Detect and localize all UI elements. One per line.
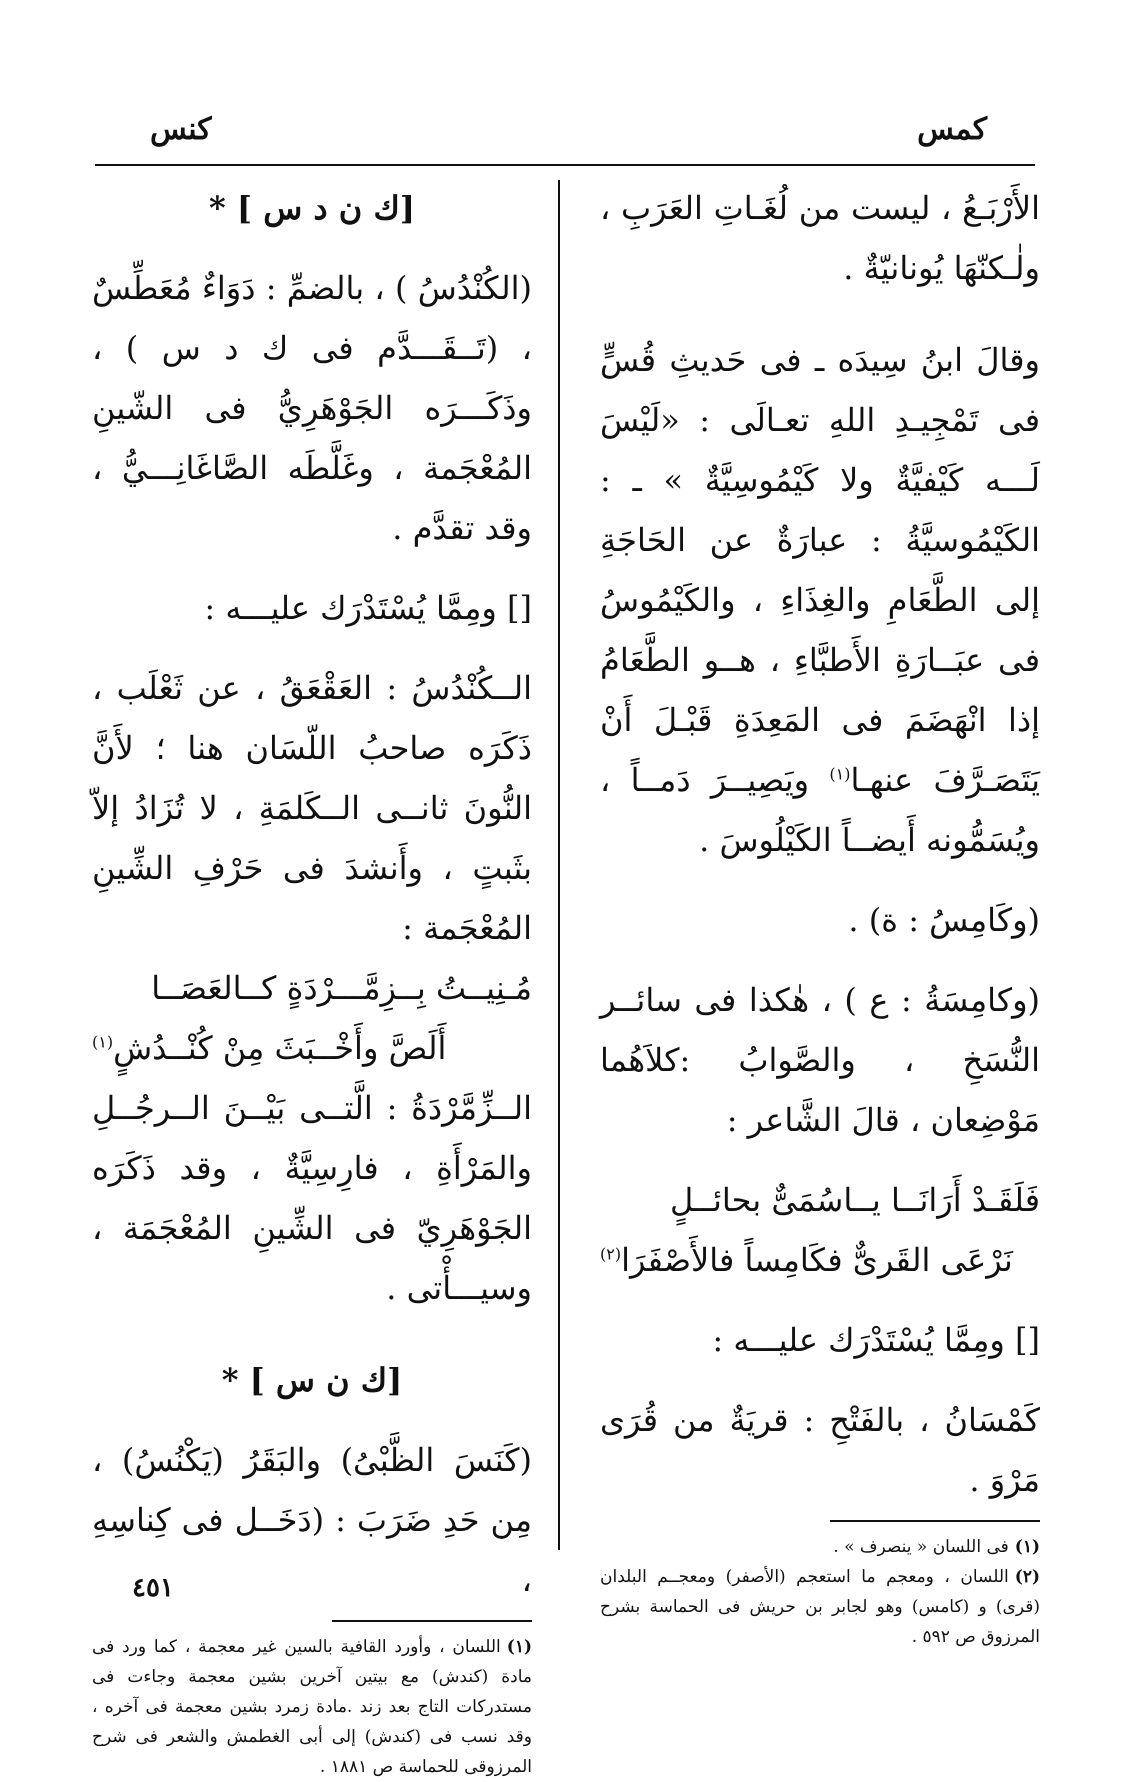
paragraph [600,330,1040,870]
paragraph: الأَرْبَـعُ ، ليست من لُغَـاتِ العَرَبِ ، ولٰـكنّهَا يُونانيّةٌ . [600,189,1040,287]
footnote [92,1632,532,1782]
footnote-number: (٢) [1014,1567,1040,1587]
verse-line-2 [92,1018,532,1078]
left-column [92,178,532,1782]
verse-line-1: فَلَقَـدْ أَرَانَــا يــاسُمَىٌّ بحائــلٍ [670,1181,1040,1219]
paragraph: الــكُنْدُسُ : العَقْعَقُ ، عن ثَعْلَب ، ذَكَرَه صاحبُ اللّسَان هنا ؛ لأَنَّ النُّونَ ثانــى الــكَلمَةِ ، لا تُزَادُ إلاّ بثَبتٍ ، وأَنشدَ فى حَرْفِ الشِّينِ المُعْجَمة : [92,669,532,947]
verse-text: أَلَصَّ وأَخْــبَثَ مِنْ كُنْــدُشٍ [113,1029,447,1067]
footnote-text: اللسان ، ومعجم ما استعجم (الأصفر) ومعجــم البلدان (قرى) و (كامس) وهو لجابر بن حريش فى الحماسة بشرح المرزوق ص ٥٩٢ . [600,1567,1040,1647]
footnote-text: فى اللسان « ينصرف » . [833,1537,1009,1557]
footnote-text: اللسان ، وأورد القافية بالسين غير معجمة ، كما ورد فى مادة (كندش) مع بيتين آخرين بشين معجمة وجاءت فى مستدركات التاج بعد زند .مادة زمرد بشين معجمة فى آخره ، وقد نسب فى (كندش) إلى أبى الغطمش والشعر فى شرح المرزوقى للحماسة ص ١٨٨١ . [92,1637,532,1777]
paragraph-text: وقالَ ابنُ سِيدَه ـ فى حَديثِ قُسٍّ فى تَمْجِيـدِ اللهِ تعـالَى : «لَيْسَ لَـــه كَيْفيَّةٌ ولا كَيْمُوسِيَّةٌ » ـ : الكَيْمُوسيَّةُ : عبارَةٌ عن الحَاجَةِ إلى الطَّعَامِ والغِذَاءِ ، والكَيْمُوسُ فى عبَــارَةِ الأَطبَّاءِ ، هــو الطَّعَامُ إذا انْهَضَمَ فى المَعِدَةِ قَبْـلَ أَنْ يَتَصَـرَّفَ عنهـا [600,341,1040,799]
paragraph: (الكُنْدُسُ ) ، بالضمِّ : دَوَاءٌ مُعَطِّسٌ ، (تَــقَـــدَّم فى ك د س ) ، وذَكَـــرَه الجَوْهَرِيُّ فى الشّينِ المُعْجَمة ، وغَلَّطَه الصَّاغَانِـــيُّ ، وقد تقدَّم . [92,269,533,547]
paragraph: الــزِّمَّرْدَةُ : الَّتــى بَيْــنَ الــرجُــلِ والمَرْأَةِ ، فارِسِيَّةٌ ، وقد ذَكَرَه الجَوْهَرِيّ فى الشِّينِ المُعْجَمَة ، وسيـــأْتى . [92,1089,532,1307]
addendum-marker: [] ومِمَّا يُسْتَدْرَك عليـــه : [204,589,532,627]
footnote [600,1562,1040,1652]
paragraph: كَمْسَانُ ، بالفَتْحِ : قريَةٌ من قُرَى مَرْوَ . [600,1401,1040,1499]
header-rule [95,164,1035,166]
footnotes-right [600,1532,1040,1652]
verse-line-1: مُـنِيــتُ بِــزِمَّـــرْدَةٍ كــالعَصَــا [151,969,532,1007]
verse-line-2 [600,1230,1040,1290]
footnote [600,1532,1040,1562]
column-divider [558,180,560,1550]
running-header-left: كنس [150,112,212,147]
footnote-number: (١) [1014,1537,1040,1557]
entry-line: (وكَامِسُ : ة) . [848,901,1040,939]
addendum-marker: [] ومِمَّا يُسْتَدْرَك عليـــه : [712,1321,1040,1359]
footnote-ref: (١) [829,764,851,784]
footnote-ref: (١) [92,1032,114,1052]
page-number: ٤٥١ [132,1573,174,1603]
paragraph-text: ويَصِيــرَ دَمــاً ، ويُسَمُّونه أَيضــاً الكَيْلُوسَ . [600,761,1040,859]
footnotes-left [92,1632,532,1782]
footnote-ref: (٢) [600,1244,622,1264]
entry-heading: [ك ن س ] * [221,1361,403,1399]
verse-text: نَرْعَى القَرىٌّ فكَامِساً فالأَصْفَرَا [621,1241,1013,1279]
footnote-number: (١) [506,1637,532,1657]
entry-heading: [ك ن د س ] * [209,189,415,227]
footnote-rule [830,1520,1040,1522]
paragraph: (كَنَسَ الظَّبْىُ) والبَقَرُ (يَكْنُسُ) ، مِن حَدِ ضَرَبَ : (دَخَــل فى كِناسِهِ ، [92,1441,532,1599]
right-column [600,178,1040,1652]
paragraph: (وكامِسَةُ : ع ) ، هٰكذا فى سائــر النُّسَخِ ، والصَّوابُ :كلاَهُما مَوْضِعان ، قالَ الشَّاعر : [600,981,1040,1139]
running-header-right: كمس [917,112,987,147]
